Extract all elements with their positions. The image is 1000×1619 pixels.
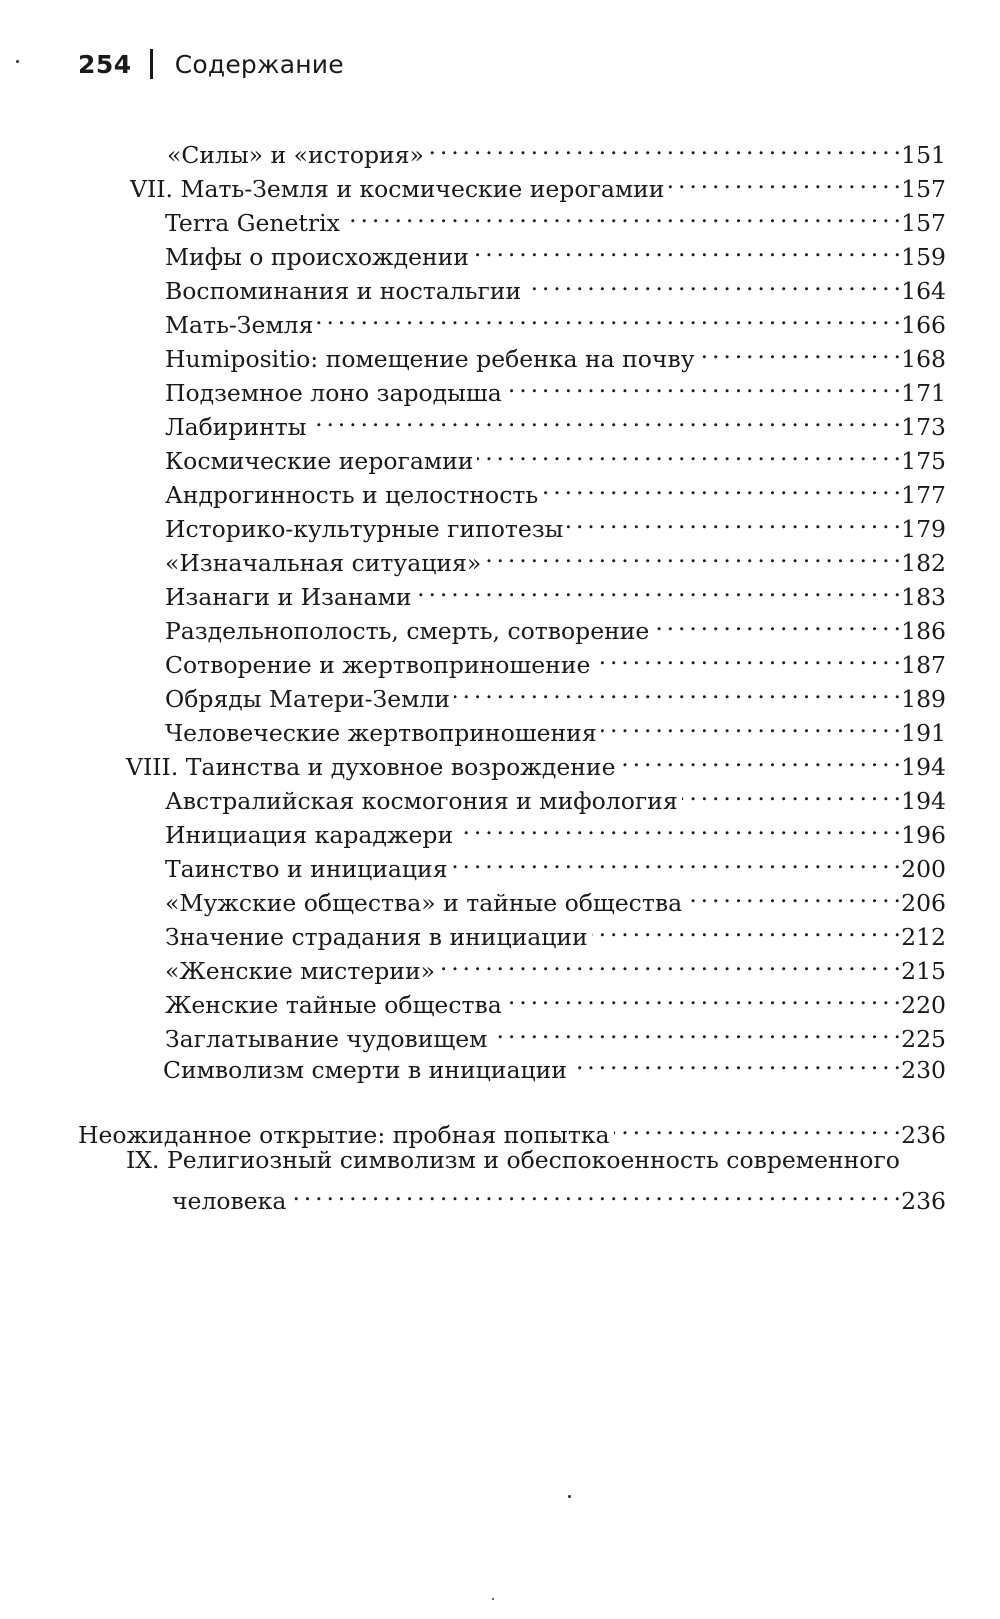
dot-leader (686, 877, 899, 911)
toc-entry-title: Обряды Матери-Земли (165, 685, 450, 713)
toc-chapter-entry (126, 741, 946, 781)
toc-entry (165, 537, 946, 577)
toc-entry-page: 171 (901, 379, 946, 407)
toc-entry (165, 945, 946, 985)
toc-entry (165, 979, 946, 1019)
dot-leader (653, 605, 899, 639)
dot-leader (439, 945, 899, 979)
dot-leader (491, 1013, 899, 1047)
toc-entry-title: «Силы» и «история» (167, 141, 424, 169)
dot-leader (416, 571, 900, 605)
dot-leader (457, 809, 899, 843)
toc-entry-title: Воспоминания и ностальгии (165, 277, 522, 305)
toc-entry-page: 194 (901, 787, 946, 815)
toc-entry-title: Terra Genetrix (165, 209, 340, 237)
toc-entry-title: Человеческие жертвоприношения (165, 719, 597, 747)
toc-entry (165, 809, 946, 849)
dot-leader (477, 435, 899, 469)
dot-leader (668, 163, 899, 197)
toc-entry-title: IX. Религиозный символизм и обеспокоенность современного (126, 1146, 900, 1174)
toc-entry-title: Инициация караджери (165, 821, 454, 849)
toc-entry-page: 236 (901, 1187, 946, 1215)
toc-entry-page: 225 (901, 1025, 946, 1053)
toc-entry (165, 775, 946, 815)
toc-entry (165, 843, 946, 883)
toc-entry-title: Подземное лоно зародыша (165, 379, 502, 407)
toc-entry (165, 333, 946, 373)
toc-entry (165, 469, 946, 509)
dot-leader (344, 197, 899, 231)
toc-entry (163, 1044, 946, 1084)
toc-entry-title: Заглатывание чудовищем (165, 1025, 488, 1053)
toc-entry-title: Мать-Земля (165, 311, 314, 339)
toc-entry (165, 435, 946, 475)
dot-leader (594, 639, 899, 673)
toc-entry-title: Лабиринты (165, 413, 307, 441)
toc-entry (165, 605, 946, 645)
header-divider (150, 49, 153, 79)
dot-leader (525, 265, 899, 299)
dot-leader (290, 1175, 899, 1209)
toc-entry-title: человека (172, 1187, 287, 1215)
toc-entry-page: 182 (901, 549, 946, 577)
dot-leader (452, 843, 900, 877)
print-speck (16, 60, 19, 63)
dot-leader (506, 979, 899, 1013)
dot-leader (454, 673, 899, 707)
toc-entry-title: Австралийская космогония и мифология (165, 787, 678, 815)
dot-leader (567, 503, 899, 537)
dot-leader (620, 741, 900, 775)
toc-entry-page: 191 (901, 719, 946, 747)
toc-entry-page: 230 (901, 1056, 946, 1084)
toc-entry-page: 157 (901, 209, 946, 237)
toc-entry-title: VIII. Таинства и духовное возрождение (126, 753, 616, 781)
toc-entry-page: 151 (901, 141, 946, 169)
toc-entry-page: 173 (901, 413, 946, 441)
print-speck (492, 1598, 494, 1600)
toc-entry-title: Мифы о происхождении (165, 243, 469, 271)
section-title: Содержание (174, 49, 344, 79)
toc-entry-title: Раздельнополость, смерть, сотворение (165, 617, 650, 645)
toc-entry-page: 164 (901, 277, 946, 305)
toc-entry-page: 194 (901, 753, 946, 781)
toc-entry-page: 196 (901, 821, 946, 849)
toc-entry-title: «Женские мистерии» (165, 957, 435, 985)
toc-entry-title: Humipositio: помещение ребенка на почву (165, 345, 695, 373)
print-speck (568, 1495, 571, 1498)
toc-entry-title: Значение страдания в инициации (165, 923, 588, 951)
toc-chapter-entry (130, 163, 946, 203)
toc-part-entry (78, 1109, 946, 1149)
toc-entry-page: 166 (901, 311, 946, 339)
toc-entry (165, 571, 946, 611)
toc-entry (165, 877, 946, 917)
dot-leader (699, 333, 900, 367)
toc-entry-title: Космические иерогамии (165, 447, 474, 475)
toc-chapter-entry-first-line (126, 1143, 900, 1177)
toc-entry-page: 183 (901, 583, 946, 611)
dot-leader (473, 231, 899, 265)
toc-entry-page: 187 (901, 651, 946, 679)
dot-leader (311, 401, 900, 435)
dot-leader (428, 129, 899, 163)
toc-entry-title: Историко-культурные гипотезы (165, 515, 564, 543)
running-head (78, 40, 344, 88)
toc-entry-page: 175 (901, 447, 946, 475)
toc-entry-page: 186 (901, 617, 946, 645)
toc-entry-page: 236 (901, 1121, 946, 1149)
toc-entry-page: 189 (901, 685, 946, 713)
dot-leader (614, 1109, 900, 1143)
toc-entry-title: Таинство и инициация (165, 855, 448, 883)
toc-chapter-entry-continuation (172, 1175, 946, 1215)
dot-leader (506, 367, 899, 401)
dot-leader (592, 911, 899, 945)
toc-entry-title: Неожиданное открытие: пробная попытка (78, 1121, 610, 1149)
dot-leader (485, 537, 899, 571)
toc-entry (165, 197, 946, 237)
toc-entry-title: Изанаги и Изанами (165, 583, 412, 611)
toc-entry (167, 129, 946, 169)
page-number: 254 (78, 49, 132, 79)
toc-entry-page: 200 (901, 855, 946, 883)
dot-leader (571, 1044, 899, 1078)
toc-entry-title: Женские тайные общества (165, 991, 502, 1019)
toc-entry-title: Символизм смерти в инициации (163, 1056, 567, 1084)
toc-entry (165, 231, 946, 271)
toc-entry (165, 265, 946, 305)
toc-entry-page: 159 (901, 243, 946, 271)
toc-entry (165, 299, 946, 339)
toc-entry (165, 401, 946, 441)
toc-entry-page: 177 (901, 481, 946, 509)
toc-entry (165, 639, 946, 679)
toc-entry (165, 367, 946, 407)
toc-entry-title: «Изначальная ситуация» (165, 549, 482, 577)
toc-entry-page: 157 (901, 175, 946, 203)
toc-entry-page: 212 (901, 923, 946, 951)
toc-entry (165, 707, 946, 747)
dot-leader (317, 299, 899, 333)
toc-entry-page: 220 (901, 991, 946, 1019)
toc-entry-page: 206 (901, 889, 946, 917)
toc-entry-title: «Мужские общества» и тайные общества (165, 889, 683, 917)
dot-leader (682, 775, 899, 809)
dot-leader (542, 469, 899, 503)
toc-entry (165, 911, 946, 951)
toc-entry-title: Андрогинность и целостность (165, 481, 539, 509)
toc-entry-page: 179 (901, 515, 946, 543)
toc-entry (165, 503, 946, 543)
toc-entry-page: 168 (901, 345, 946, 373)
toc-entry-page: 215 (901, 957, 946, 985)
toc-entry-title: Сотворение и жертвоприношение (165, 651, 591, 679)
toc-entry (165, 673, 946, 713)
toc-entry (165, 1013, 946, 1053)
toc-entry-title: VII. Мать-Земля и космические иерогамии (130, 175, 665, 203)
dot-leader (601, 707, 899, 741)
